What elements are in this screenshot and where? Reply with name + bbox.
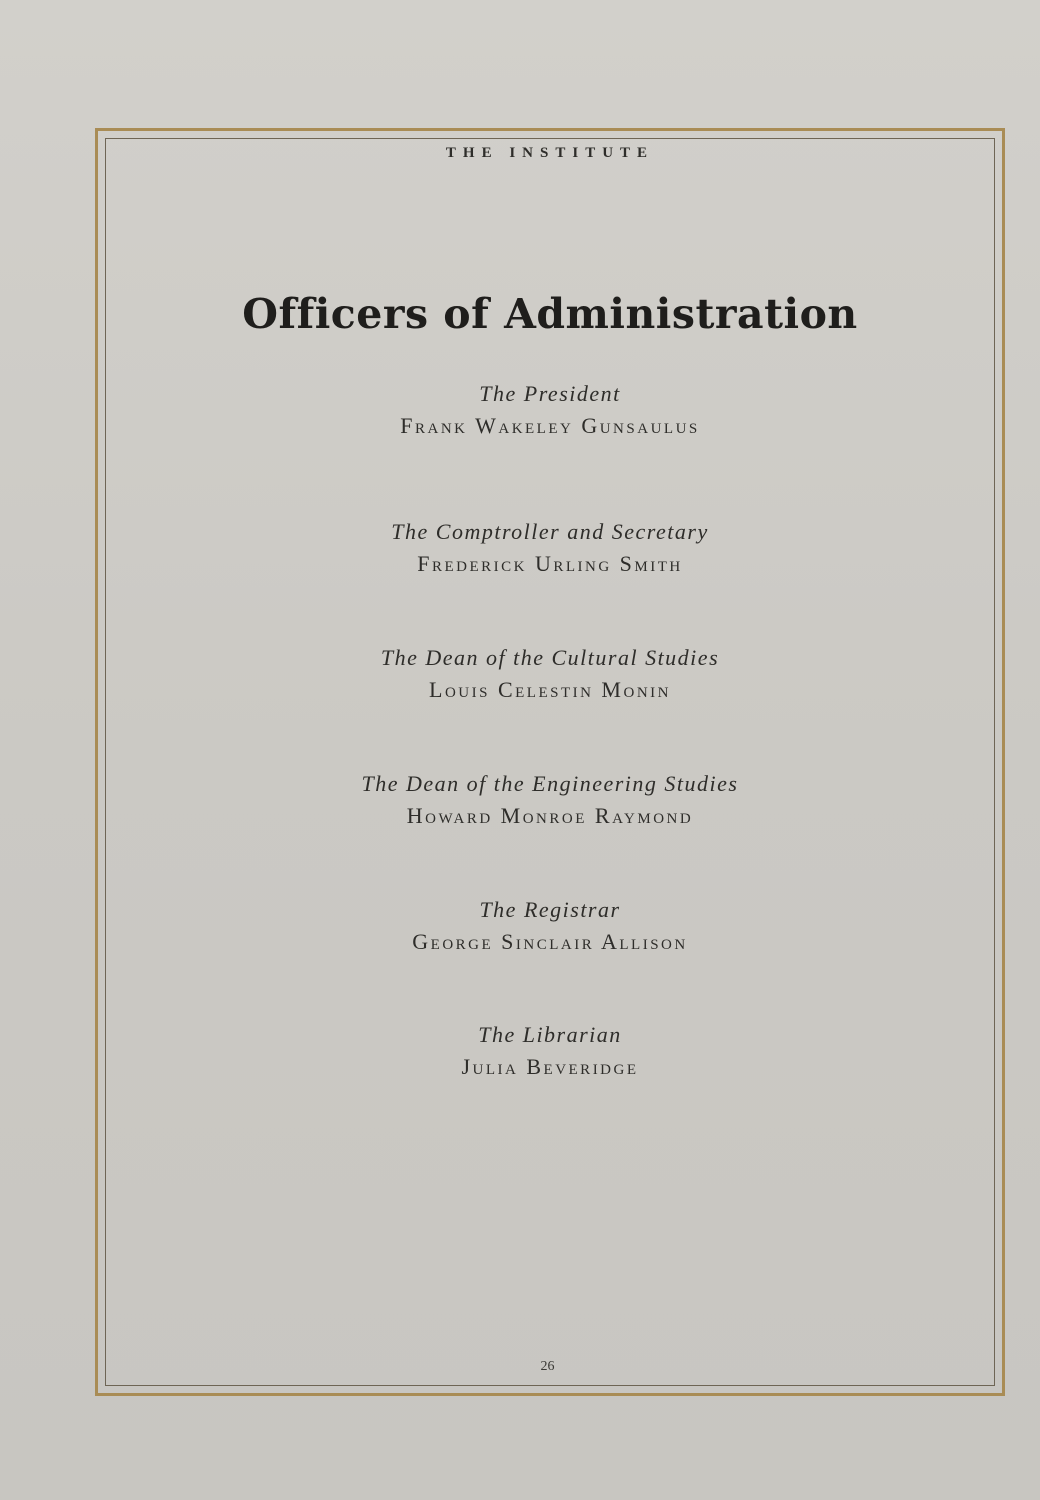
officer-entry-librarian (0, 1019, 1040, 1083)
officer-entry-dean-engineering (0, 768, 1040, 832)
officer-name: Louis Celestin Monin (429, 677, 671, 702)
officer-name: Frank Wakeley Gunsaulus (400, 413, 700, 438)
officer-entry-registrar (0, 894, 1040, 958)
officer-name: Julia Beveridge (461, 1054, 639, 1079)
page-number: 26 (540, 1359, 555, 1374)
officer-entry-comptroller (0, 516, 1040, 580)
officer-name: George Sinclair Allison (412, 929, 688, 954)
officer-entry-president (0, 378, 1040, 442)
page-title: Officers of Administration (242, 290, 858, 338)
officer-role: The Registrar (479, 897, 621, 922)
officer-role: The Librarian (478, 1022, 622, 1047)
officer-name: Howard Monroe Raymond (406, 803, 694, 828)
running-head: THE INSTITUTE (445, 145, 655, 161)
officer-role: The Comptroller and Secretary (391, 519, 709, 544)
officer-entry-dean-cultural (0, 642, 1040, 706)
officer-role: The President (479, 381, 621, 406)
officer-role: The Dean of the Cultural Studies (380, 645, 720, 670)
officer-name: Frederick Urling Smith (417, 551, 683, 576)
officer-role: The Dean of the Engineering Studies (361, 771, 739, 796)
